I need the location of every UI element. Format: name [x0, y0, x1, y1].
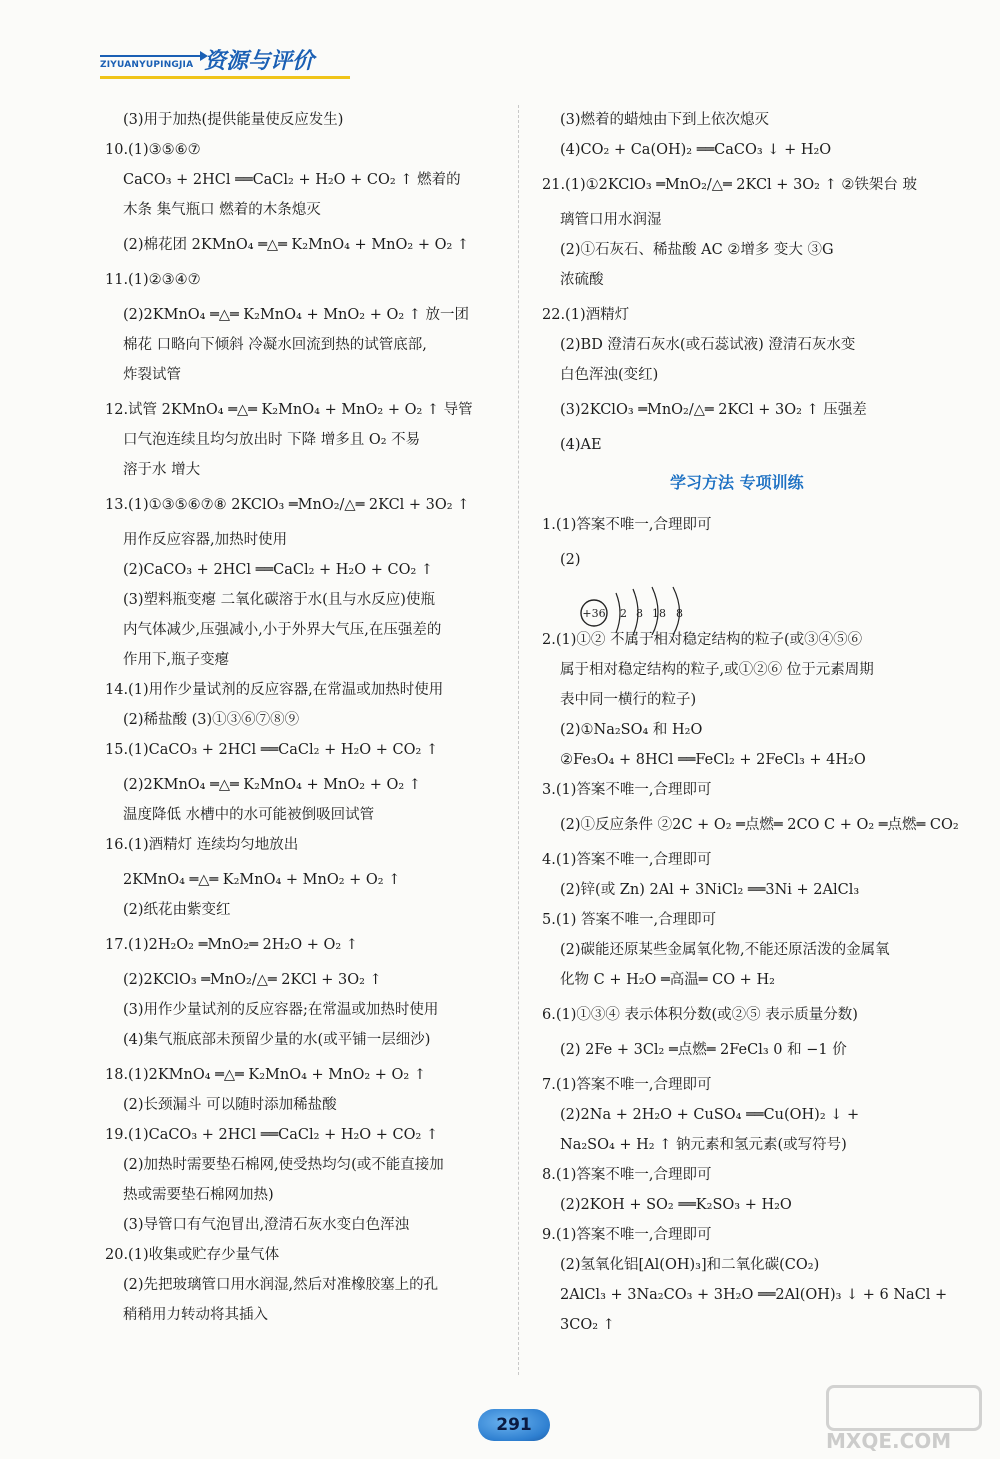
- answer-line: (2)2KMnO₄ ═△═ K₂MnO₄ + MnO₂ + O₂ ↑ 放一团: [123, 307, 470, 323]
- answer-line: (2): [560, 552, 581, 568]
- answer-line: (2)锌(或 Zn) 2Al + 3NiCl₂ ══3Ni + 2AlCl₃: [560, 882, 860, 898]
- answer-line: ②Fe₃O₄ + 8HCl ══FeCl₂ + 2FeCl₃ + 4H₂O: [560, 752, 866, 768]
- answer-line: 2AlCl₃ + 3Na₂CO₃ + 3H₂O ══2Al(OH)₃ ↓ + 6 NaCl +: [560, 1287, 948, 1303]
- answer-line: 15.(1)CaCO₃ + 2HCl ══CaCl₂ + H₂O + CO₂ ↑: [105, 742, 439, 758]
- answer-line: 20.(1)收集或贮存少量气体: [105, 1247, 280, 1263]
- answer-line: (2)碳能还原某些金属氧化物,不能还原活泼的金属氧: [560, 942, 890, 958]
- header-arrow-icon: [100, 55, 202, 57]
- answer-line: 1.(1)答案不唯一,合理即可: [542, 517, 712, 533]
- header-pinyin: ZIYUANYUPINGJIA: [100, 60, 194, 70]
- answer-line: 19.(1)CaCO₃ + 2HCl ══CaCl₂ + H₂O + CO₂ ↑: [105, 1127, 439, 1143]
- answer-line: (4)CO₂ + Ca(OH)₂ ══CaCO₃ ↓ + H₂O: [560, 142, 832, 158]
- answer-line: 热或需要垫石棉网加热): [123, 1187, 274, 1203]
- answer-line: 2.(1)①② 不属于相对稳定结构的粒子(或③④⑤⑥: [542, 632, 863, 648]
- answer-line: (3)用于加热(提供能量使反应发生): [123, 112, 344, 128]
- answer-line: 3.(1)答案不唯一,合理即可: [542, 782, 712, 798]
- book-header: [100, 44, 360, 84]
- answer-line: 7.(1)答案不唯一,合理即可: [542, 1077, 712, 1093]
- answer-line: 璃管口用水润湿: [560, 212, 662, 228]
- section-title: 学习方法 专项训练: [670, 473, 804, 492]
- answer-line: 用作反应容器,加热时使用: [123, 532, 288, 548]
- answer-line: 内气体减少,压强减小,小于外界大气压,在压强差的: [123, 622, 442, 638]
- answer-line: 5.(1) 答案不唯一,合理即可: [542, 912, 717, 928]
- answer-line: (3)塑料瓶变瘪 二氧化碳溶于水(且与水反应)使瓶: [123, 592, 435, 608]
- answer-line: (2)BD 澄清石灰水(或石蕊试液) 澄清石灰水变: [560, 337, 856, 353]
- column-divider: [518, 105, 519, 1375]
- answer-line: 21.(1)①2KClO₃ ═MnO₂/△═ 2KCl + 3O₂ ↑ ②铁架台 玻: [542, 177, 917, 193]
- header-brand: 资源与评价: [204, 49, 315, 74]
- answer-line: 14.(1)用作少量试剂的反应容器,在常温或加热时使用: [105, 682, 444, 698]
- answer-line: (2)加热时需要垫石棉网,使受热均匀(或不能直接加: [123, 1157, 444, 1173]
- answer-line: CaCO₃ + 2HCl ══CaCl₂ + H₂O + CO₂ ↑ 燃着的: [123, 172, 461, 188]
- answer-line: Na₂SO₄ + H₂ ↑ 钠元素和氢元素(或写符号): [560, 1137, 847, 1153]
- nucleus-charge: +36: [582, 607, 606, 620]
- answer-line: 22.(1)酒精灯: [542, 307, 630, 323]
- shell-electron-count: 8: [636, 607, 643, 620]
- answer-line: 浓硫酸: [560, 272, 604, 288]
- answer-line: (4)集气瓶底部未预留少量的水(或平铺一层细沙): [123, 1032, 431, 1048]
- answer-line: (2)稀盐酸 (3)①③⑥⑦⑧⑨: [123, 712, 300, 728]
- answer-line: 3CO₂ ↑: [560, 1317, 615, 1333]
- answer-line: (3)2KClO₃ ═MnO₂/△═ 2KCl + 3O₂ ↑ 压强差: [560, 402, 867, 418]
- answer-line: (2)①Na₂SO₄ 和 H₂O: [560, 722, 703, 738]
- header-underline: [100, 76, 350, 79]
- answer-line: 口气泡连续且均匀放出时 下降 增多且 O₂ 不易: [123, 432, 421, 448]
- answer-line: 2KMnO₄ ═△═ K₂MnO₄ + MnO₂ + O₂ ↑: [123, 872, 401, 888]
- answer-line: 11.(1)②③④⑦: [105, 272, 201, 288]
- answer-line: 白色浑浊(变红): [560, 367, 659, 383]
- answer-line: 棉花 口略向下倾斜 冷凝水回流到热的试管底部,: [123, 337, 427, 353]
- answer-line: (2) 2Fe + 3Cl₂ ═点燃═ 2FeCl₃ 0 和 −1 价: [560, 1042, 847, 1058]
- watermark-text: MXQE.COM: [826, 1429, 952, 1453]
- answer-line: 13.(1)①③⑤⑥⑦⑧ 2KClO₃ ═MnO₂/△═ 2KCl + 3O₂ ↑: [105, 497, 470, 513]
- answer-line: 8.(1)答案不唯一,合理即可: [542, 1167, 712, 1183]
- shell-electron-count: 8: [676, 607, 683, 620]
- answer-line: 溶于水 增大: [123, 462, 201, 478]
- answer-line: 表中同一横行的粒子): [560, 692, 697, 708]
- answer-line: 稍稍用力转动将其插入: [123, 1307, 268, 1323]
- answer-line: (2)纸花由紫变红: [123, 902, 231, 918]
- shell-electron-count: 2: [620, 607, 627, 620]
- answer-line: (4)AE: [560, 437, 602, 453]
- answer-line: (3)导管口有气泡冒出,澄清石灰水变白色浑浊: [123, 1217, 410, 1233]
- answer-line: (2)长颈漏斗 可以随时添加稀盐酸: [123, 1097, 337, 1113]
- answer-line: 木条 集气瓶口 燃着的木条熄灭: [123, 202, 321, 218]
- answer-line: (3)燃着的蜡烛由下到上依次熄灭: [560, 112, 770, 128]
- watermark-logo: [818, 1385, 988, 1455]
- answer-line: (2)CaCO₃ + 2HCl ══CaCl₂ + H₂O + CO₂ ↑: [123, 562, 434, 578]
- answer-line: 温度降低 水槽中的水可能被倒吸回试管: [123, 807, 375, 823]
- answer-line: (3)用作少量试剂的反应容器;在常温或加热时使用: [123, 1002, 439, 1018]
- answer-line: (2)2Na + 2H₂O + CuSO₄ ══Cu(OH)₂ ↓ +: [560, 1107, 860, 1123]
- answer-line: 17.(1)2H₂O₂ ═MnO₂═ 2H₂O + O₂ ↑: [105, 937, 358, 953]
- shell-electron-count: 18: [652, 607, 666, 620]
- answer-line: (2)先把玻璃管口用水润湿,然后对准橡胶塞上的孔: [123, 1277, 439, 1293]
- answer-line: 炸裂试管: [123, 367, 181, 383]
- answer-line: 10.(1)③⑤⑥⑦: [105, 142, 201, 158]
- answer-line: (2)氢氧化铝[Al(OH)₃]和二氧化碳(CO₂): [560, 1257, 820, 1273]
- answer-line: (2)棉花团 2KMnO₄ ═△═ K₂MnO₄ + MnO₂ + O₂ ↑: [123, 237, 470, 253]
- answer-line: 6.(1)①③④ 表示体积分数(或②⑤ 表示质量分数): [542, 1007, 858, 1023]
- answer-line: 16.(1)酒精灯 连续均匀地放出: [105, 837, 299, 853]
- atom-structure-diagram: [578, 585, 708, 635]
- answer-line: (2)2KMnO₄ ═△═ K₂MnO₄ + MnO₂ + O₂ ↑: [123, 777, 421, 793]
- answer-line: (2)2KClO₃ ═MnO₂/△═ 2KCl + 3O₂ ↑: [123, 972, 382, 988]
- answer-line: 18.(1)2KMnO₄ ═△═ K₂MnO₄ + MnO₂ + O₂ ↑: [105, 1067, 426, 1083]
- answer-line: 9.(1)答案不唯一,合理即可: [542, 1227, 712, 1243]
- watermark-box: [826, 1385, 982, 1431]
- answer-line: 4.(1)答案不唯一,合理即可: [542, 852, 712, 868]
- answer-line: (2)①石灰石、稀盐酸 AC ②增多 变大 ③G: [560, 242, 834, 258]
- answer-line: 属于相对稳定结构的粒子,或①②⑥ 位于元素周期: [560, 662, 874, 678]
- answer-line: 12.试管 2KMnO₄ ═△═ K₂MnO₄ + MnO₂ + O₂ ↑ 导管: [105, 402, 473, 418]
- answer-line: (2)2KOH + SO₂ ══K₂SO₃ + H₂O: [560, 1197, 792, 1213]
- answer-line: 作用下,瓶子变瘪: [123, 652, 230, 668]
- answer-line: 化物 C + H₂O ═高温═ CO + H₂: [560, 972, 775, 988]
- answer-line: (2)①反应条件 ②2C + O₂ ═点燃═ 2CO C + O₂ ═点燃═ CO₂: [560, 817, 959, 833]
- page-number: 291: [478, 1409, 550, 1441]
